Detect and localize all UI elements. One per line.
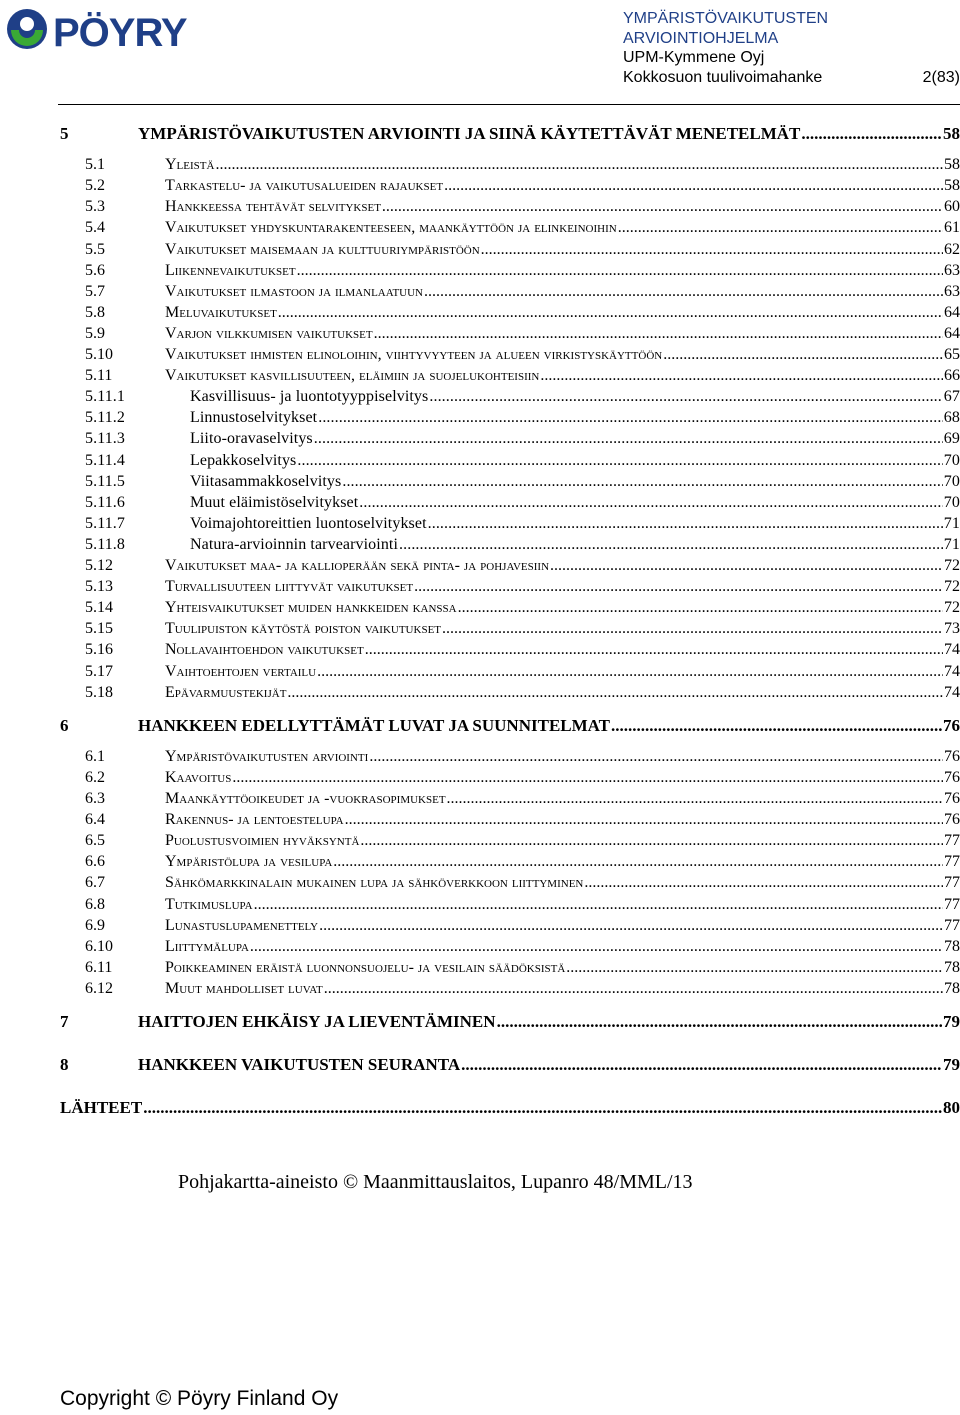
toc-entry-title: Lepakkoselvitys <box>190 451 297 469</box>
toc-dot-leader <box>365 641 943 659</box>
toc-dot-leader <box>399 536 943 554</box>
toc-entry-title: Kasvillisuus- ja luontotyyppiselvitys <box>190 388 429 406</box>
toc-entry-page: 58 <box>944 156 960 174</box>
toc-entry-page: 58 <box>943 124 960 143</box>
toc-entry-number: 6.5 <box>85 832 105 850</box>
toc-dot-leader <box>318 409 943 427</box>
toc-entry-page: 68 <box>943 409 960 427</box>
toc-dot-leader <box>345 811 943 829</box>
toc-entry[interactable] <box>60 874 960 892</box>
toc-dot-leader <box>297 452 942 470</box>
toc-entry-title: Lunastuslupamenettely <box>165 916 319 934</box>
toc-entry[interactable] <box>60 641 960 659</box>
toc-entry[interactable] <box>60 388 960 406</box>
toc-entry-title: Muut mahdolliset luvat <box>165 979 323 997</box>
toc-entry-number: 5.11 <box>85 367 113 385</box>
document-header <box>623 9 960 87</box>
toc-entry-page: 77 <box>944 874 960 892</box>
toc-entry[interactable] <box>60 917 960 935</box>
toc-entry-title: Tutkimuslupa <box>165 895 253 913</box>
toc-entry[interactable] <box>60 959 960 977</box>
toc-entry-page: 77 <box>944 853 960 871</box>
toc-dot-leader <box>324 980 943 998</box>
toc-entry-page: 70 <box>943 451 960 469</box>
toc-entry[interactable] <box>60 473 960 491</box>
toc-entry-page: 79 <box>943 1012 960 1031</box>
toc-entry-title: Sähkömarkkinalain mukainen lupa ja sähköverkkoon liittyminen <box>165 874 584 892</box>
toc-entry-page: 61 <box>944 219 960 237</box>
toc-entry-title: Hankkeessa tehtävät selvitykset <box>165 198 381 216</box>
toc-entry-title: Kaavoitus <box>165 768 232 786</box>
toc-dot-leader <box>232 769 943 787</box>
toc-entry-title: YMPÄRISTÖVAIKUTUSTEN ARVIOINTI JA SIINÄ KÄYTETTÄVÄT MENETELMÄT <box>138 124 801 143</box>
toc-entry-number: 5.11.4 <box>85 451 126 469</box>
toc-dot-leader <box>414 578 943 596</box>
toc-entry-page: 78 <box>944 958 960 976</box>
toc-entry-title: HANKKEEN EDELLYTTÄMÄT LUVAT JA SUUNNITELMAT <box>138 715 611 735</box>
toc-dot-leader <box>359 494 943 512</box>
toc-entry-number: 6.10 <box>85 937 113 955</box>
toc-dot-leader <box>442 620 943 638</box>
toc-entry-title: Vaikutukset maisemaan ja kulttuuriympäristöön <box>165 240 480 258</box>
header-line-1: YMPÄRISTÖVAIKUTUSTEN <box>623 10 829 27</box>
toc-entry-title: Puolustusvoimien hyväksyntä <box>165 832 360 850</box>
toc-entry-page: 76 <box>944 790 960 807</box>
toc-dot-leader <box>319 917 943 935</box>
toc-entry-title: Epävarmuustekijät <box>165 683 287 701</box>
toc-entry-page: 63 <box>944 261 960 279</box>
toc-dot-leader <box>382 198 943 216</box>
toc-entry[interactable] <box>60 684 960 702</box>
toc-entry-number: 6.4 <box>85 811 105 829</box>
toc-entry-number: 5.7 <box>85 282 105 300</box>
toc-entry[interactable] <box>60 811 960 829</box>
toc-entry-page: 62 <box>944 240 960 258</box>
toc-dot-leader <box>369 748 943 766</box>
toc-entry-number: 6.8 <box>85 895 105 913</box>
toc-entry-number: 5.14 <box>85 599 113 617</box>
toc-dot-leader <box>333 853 943 871</box>
toc-dot-leader <box>447 790 943 808</box>
toc-entry[interactable] <box>60 896 960 914</box>
map-credit: Pohjakartta-aineisto © Maanmittauslaitos, Lupanro 48/MML/13 <box>178 1171 693 1193</box>
toc-entry-number: 6.1 <box>85 747 105 765</box>
toc-entry-number: 5.1 <box>85 156 105 174</box>
toc-entry-number: 6.9 <box>85 916 105 934</box>
toc-entry[interactable] <box>60 578 960 596</box>
toc-dot-leader <box>287 684 943 702</box>
toc-entry[interactable] <box>60 1055 960 1075</box>
toc-entry-title: Vaikutukset yhdyskuntarakenteeseen, maankäyttöön ja elinkeinoihin <box>165 219 617 237</box>
toc-entry-title: Vaikutukset maa- ja kallioperään sekä pinta- ja pohjavesiin <box>165 557 550 574</box>
toc-entry[interactable] <box>60 430 960 448</box>
toc-entry[interactable] <box>60 557 960 575</box>
toc-entry-title: Yhteisvaikutukset muiden hankkeiden kanssa <box>165 599 457 617</box>
toc-dot-leader <box>461 1055 942 1075</box>
toc-entry-number: 6 <box>60 715 69 735</box>
toc-entry-number: 5.11.8 <box>85 535 126 553</box>
toc-entry-title: Maankäyttöoikeudet ja -vuokrasopimukset <box>165 790 446 807</box>
toc-entry-title: Vaikutukset ilmastoon ja ilmanlaatuun <box>165 282 424 300</box>
toc-entry-page: 77 <box>944 895 960 913</box>
toc-entry-page: 70 <box>943 493 960 511</box>
toc-entry-page: 76 <box>944 747 960 765</box>
toc-dot-leader <box>143 1098 942 1118</box>
toc-entry-number: 6.7 <box>85 874 105 892</box>
toc-entry-title: Vaikutukset kasvillisuuteen, eläimiin ja suojelukohteisiin <box>165 367 540 385</box>
toc-entry-title: Turvallisuuteen liittyvät vaikutukset <box>165 578 414 596</box>
toc-dot-leader <box>618 219 943 237</box>
toc-entry-number: 5.11.7 <box>85 514 126 532</box>
toc-entry-title: Yleistä <box>165 156 215 174</box>
toc-dot-leader <box>360 832 943 850</box>
toc-entry-title: Voimajohtoreittien luontoselvitykset <box>190 514 427 532</box>
toc-entry-number: 5.16 <box>85 641 113 659</box>
toc-dot-leader <box>278 304 943 322</box>
toc-dot-leader <box>540 367 943 385</box>
toc-dot-leader <box>424 283 943 301</box>
toc-entry-title: Muut eläimistöselvitykset <box>190 493 359 511</box>
toc-entry-page: 74 <box>944 683 960 701</box>
toc-entry[interactable] <box>60 620 960 638</box>
toc-dot-leader <box>566 959 943 977</box>
toc-entry-number: 5.11.5 <box>85 472 126 490</box>
toc-entry-number: 5.2 <box>85 177 105 195</box>
toc-entry-number: 6.2 <box>85 768 105 786</box>
toc-entry-number: 5.11.1 <box>85 388 126 406</box>
toc-entry-page: 72 <box>944 599 960 617</box>
toc-entry[interactable] <box>60 409 960 427</box>
toc-entry-page: 72 <box>944 578 960 596</box>
toc-dot-leader <box>342 473 942 491</box>
toc-entry[interactable] <box>60 980 960 998</box>
toc-entry-title: Linnustoselvitykset <box>190 409 318 427</box>
toc-entry-number: 5.11.6 <box>85 493 126 511</box>
toc-entry-number: 6.3 <box>85 790 105 807</box>
toc-entry-page: 58 <box>944 177 960 195</box>
toc-entry-number: 5.6 <box>85 261 105 279</box>
toc-entry-title: Liito-oravaselvitys <box>190 430 313 448</box>
toc-dot-leader <box>663 346 943 364</box>
toc-dot-leader <box>317 663 943 681</box>
toc-dot-leader <box>215 156 943 174</box>
toc-entry-page: 71 <box>943 514 960 532</box>
toc-entry-number: 6.11 <box>85 958 113 976</box>
toc-entry-title: Nollavaihtoehdon vaikutukset <box>165 641 364 659</box>
logo-text: PÖYRY <box>53 11 187 52</box>
toc-entry-number: 5.9 <box>85 324 105 342</box>
toc-entry[interactable] <box>60 283 960 301</box>
toc-entry-title: Liikennevaikutukset <box>165 261 296 279</box>
toc-entry-number: 5 <box>60 124 69 143</box>
toc-entry-page: 63 <box>944 282 960 300</box>
toc-entry-page: 76 <box>944 811 960 829</box>
toc-dot-leader <box>297 262 943 280</box>
page-reference: 2(83) <box>922 68 960 86</box>
toc-dot-leader <box>444 177 943 195</box>
toc-entry-title: HAITTOJEN EHKÄISY JA LIEVENTÄMINEN <box>138 1012 496 1031</box>
toc-entry[interactable] <box>60 832 960 850</box>
toc-entry-number: 6.12 <box>85 979 113 997</box>
toc-entry-number: 5.4 <box>85 219 105 237</box>
toc-entry-page: 64 <box>944 303 960 321</box>
toc-entry-title: Viitasammakkoselvitys <box>190 472 342 490</box>
toc-entry[interactable] <box>60 599 960 617</box>
toc-entry-page: 71 <box>943 535 960 553</box>
toc-entry[interactable] <box>60 1098 960 1118</box>
toc-entry-title: Vaihtoehtojen vertailu <box>165 662 317 680</box>
toc-entry-number: 5.3 <box>85 198 105 216</box>
toc-entry-number: 5.8 <box>85 303 105 321</box>
toc-dot-leader <box>254 896 943 914</box>
toc-entry-number: 5.11.2 <box>85 409 126 427</box>
toc-dot-leader <box>428 515 943 533</box>
toc-entry-title: Poikkeaminen eräistä luonnonsuojelu- ja vesilain säädöksistä <box>165 958 566 976</box>
toc-entry[interactable] <box>60 304 960 322</box>
toc-entry[interactable] <box>60 156 960 174</box>
toc-dot-leader <box>801 124 942 144</box>
toc-entry-page: 65 <box>944 346 960 363</box>
toc-entry-title: Liittymälupa <box>165 937 249 955</box>
toc-dot-leader <box>481 241 943 259</box>
toc-entry[interactable] <box>60 346 960 364</box>
toc-entry-page: 67 <box>943 388 960 406</box>
toc-entry-number: 5.10 <box>85 346 113 363</box>
toc-entry-title: Meluvaikutukset <box>165 303 277 321</box>
toc-entry-number: 5.13 <box>85 578 113 596</box>
toc-entry[interactable] <box>60 177 960 195</box>
toc-entry[interactable] <box>60 198 960 216</box>
toc-entry[interactable] <box>60 515 960 533</box>
header-line-4: Kokkosuon tuulivoimahanke <box>623 68 823 86</box>
toc-entry-page: 74 <box>944 662 960 680</box>
toc-entry[interactable] <box>60 790 960 808</box>
toc-dot-leader <box>429 388 942 406</box>
header-divider <box>58 104 960 105</box>
toc-dot-leader <box>374 325 943 343</box>
toc-entry[interactable] <box>60 1012 960 1032</box>
toc-entry[interactable] <box>60 536 960 554</box>
toc-entry-number: 5.12 <box>85 557 113 574</box>
toc-entry-number: 5.18 <box>85 683 113 701</box>
toc-entry-page: 77 <box>944 916 960 934</box>
toc-entry[interactable] <box>60 325 960 343</box>
toc-entry-number: 5.17 <box>85 662 113 680</box>
toc-entry-page: 78 <box>944 979 960 997</box>
toc-dot-leader <box>250 938 943 956</box>
toc-entry-page: 76 <box>943 715 960 735</box>
toc-entry-page: 77 <box>944 832 960 850</box>
toc-entry-page: 73 <box>944 620 960 638</box>
toc-dot-leader <box>497 1012 942 1032</box>
toc-entry[interactable] <box>60 748 960 766</box>
toc-entry-title: Tuulipuiston käytöstä poiston vaikutukset <box>165 620 442 638</box>
toc-entry-page: 69 <box>943 430 960 448</box>
copyright-notice: Copyright © Pöyry Finland Oy <box>60 1387 339 1410</box>
toc-entry-number: 5.11.3 <box>85 430 126 448</box>
toc-entry-title: HANKKEEN VAIKUTUSTEN SEURANTA <box>138 1055 461 1075</box>
header-line-2: ARVIOINTIOHJELMA <box>623 29 779 47</box>
toc-entry[interactable] <box>60 494 960 512</box>
toc-entry-page: 72 <box>944 557 960 574</box>
toc-entry[interactable] <box>60 716 960 736</box>
toc-dot-leader <box>458 599 943 617</box>
toc-dot-leader <box>314 430 943 448</box>
toc-dot-leader <box>611 716 942 736</box>
header-line-3: UPM-Kymmene Oyj <box>623 49 765 66</box>
toc-entry-page: 70 <box>943 472 960 490</box>
toc-entry[interactable] <box>60 663 960 681</box>
toc-entry-page: 66 <box>944 367 960 385</box>
toc-entry-number: 7 <box>60 1012 69 1031</box>
toc-entry[interactable] <box>60 938 960 956</box>
toc-entry[interactable] <box>60 769 960 787</box>
toc-entry-title: Vaikutukset ihmisten elinoloihin, viihtyvyyteen ja alueen virkistyskäyttöön <box>165 346 663 363</box>
poyry-logo <box>5 6 245 52</box>
toc-entry-number: 6.6 <box>85 853 105 871</box>
toc-entry-title: LÄHTEET <box>60 1098 143 1118</box>
toc-entry-number: 8 <box>60 1055 69 1075</box>
toc-entry-title: Varjon vilkkumisen vaikutukset <box>165 324 373 342</box>
toc-entry[interactable] <box>60 219 960 237</box>
toc-entry-page: 76 <box>944 768 960 786</box>
toc-entry-title: Natura-arvioinnin tarvearviointi <box>190 535 399 553</box>
toc-dot-leader <box>550 557 943 575</box>
toc-dot-leader <box>584 874 943 892</box>
toc-entry[interactable] <box>60 124 960 144</box>
toc-entry-title: Ympäristövaikutusten arviointi <box>165 747 369 765</box>
toc-entry[interactable] <box>60 262 960 280</box>
toc-entry-title: Ympäristölupa ja vesilupa <box>165 853 333 871</box>
toc-entry[interactable] <box>60 367 960 385</box>
toc-entry-number: 5.5 <box>85 240 105 258</box>
toc-entry[interactable] <box>60 452 960 470</box>
toc-entry[interactable] <box>60 853 960 871</box>
toc-entry[interactable] <box>60 241 960 259</box>
toc-entry-title: Tarkastelu- ja vaikutusalueiden rajaukset <box>165 177 444 195</box>
toc-entry-page: 80 <box>943 1098 960 1118</box>
toc-entry-title: Rakennus- ja lentoestelupa <box>165 811 344 829</box>
toc-entry-page: 78 <box>944 937 960 955</box>
toc-entry-number: 5.15 <box>85 620 113 638</box>
toc-entry-page: 74 <box>944 641 960 659</box>
toc-entry-page: 79 <box>943 1055 960 1075</box>
toc-entry-page: 60 <box>944 198 960 216</box>
toc-entry-page: 64 <box>944 324 960 342</box>
